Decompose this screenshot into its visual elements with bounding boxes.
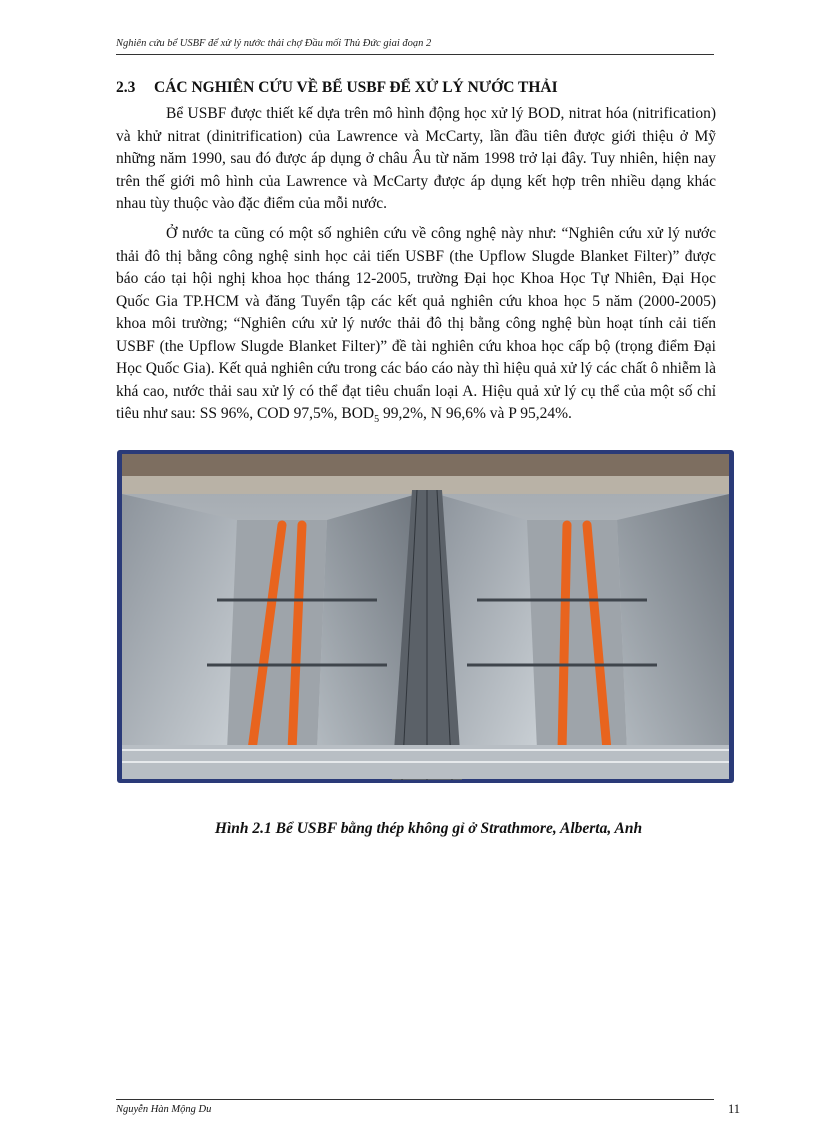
figure-photo-usbf-tank bbox=[117, 450, 734, 783]
footer-author: Nguyễn Hàn Mộng Du bbox=[116, 1104, 212, 1115]
paragraph-2-text-end: 99,2%, N 96,6% và P 95,24%. bbox=[379, 405, 572, 422]
bod-subscript: 5 bbox=[374, 414, 380, 426]
paragraph-2 bbox=[116, 223, 716, 432]
section-heading bbox=[116, 79, 716, 97]
section-number: 2.3 bbox=[116, 79, 136, 96]
header-divider bbox=[116, 54, 714, 55]
running-header: Nghiên cứu bể USBF để xử lý nước thải chợ Đầu mối Thủ Đức giai đoạn 2 bbox=[116, 38, 432, 49]
footer-divider bbox=[116, 1099, 714, 1100]
paragraph-2-text: Ở nước ta cũng có một số nghiên cứu về công nghệ này như: “Nghiên cứu xử lý nước thải đô thị bằng công nghệ sinh học cải tiến USBF (the Upflow Slugde Blanket Filter)” được báo cáo tại hội nghị khoa học tháng 12-2005, trường Đại học Khoa Học Tự Nhiên, Đại Học Quốc Gia TP.HCM và đăng Tuyển tập các kết quả nghiên cứu khoa học 5 năm (2000-2005) khoa môi trường; “Nghiên cứu xử lý nước thải đô thị bằng công nghệ bùn hoạt tính cải tiến USBF (the Upflow Slugde Blanket Filter)” đề tài nghiên cứu khoa học cấp bộ (trọng điểm Đại Học Quốc Gia). Kết quả nghiên cứu trong các báo cáo này thì hiệu quả xử lý các chất ô nhiễm là khá cao, nước thải sau xử lý có thể đạt tiêu chuẩn loại A. Hiệu quả xử lý cụ thể của một số chỉ tiêu như sau: SS 96%, COD 97,5%, BOD bbox=[116, 225, 716, 422]
paragraph-1: Bể USBF được thiết kế dựa trên mô hình động học xử lý BOD, nitrat hóa (nitrification) và khử nitrat (dinitrification) của Lawrence và McCarty, lần đầu tiên được giới thiệu ở Mỹ những năm 1990, sau đó được áp dụng ở châu Âu từ năm 1998 trở lại đây. Tuy nhiên, hiện nay trên thế giới mô hình của Lawrence và McCarty được áp dụng kết hợp trên nhiều dạng khác nhau tùy thuộc vào đặc điểm của mỗi nước. bbox=[116, 105, 716, 212]
page-number: 11 bbox=[727, 1102, 740, 1116]
section-title: CÁC NGHIÊN CỨU VỀ BỂ USBF ĐỂ XỬ LÝ NƯỚC THẢI bbox=[154, 79, 558, 96]
figure-caption: Hình 2.1 Bể USBF bằng thép không gỉ ở Strathmore, Alberta, Anh bbox=[214, 820, 643, 837]
